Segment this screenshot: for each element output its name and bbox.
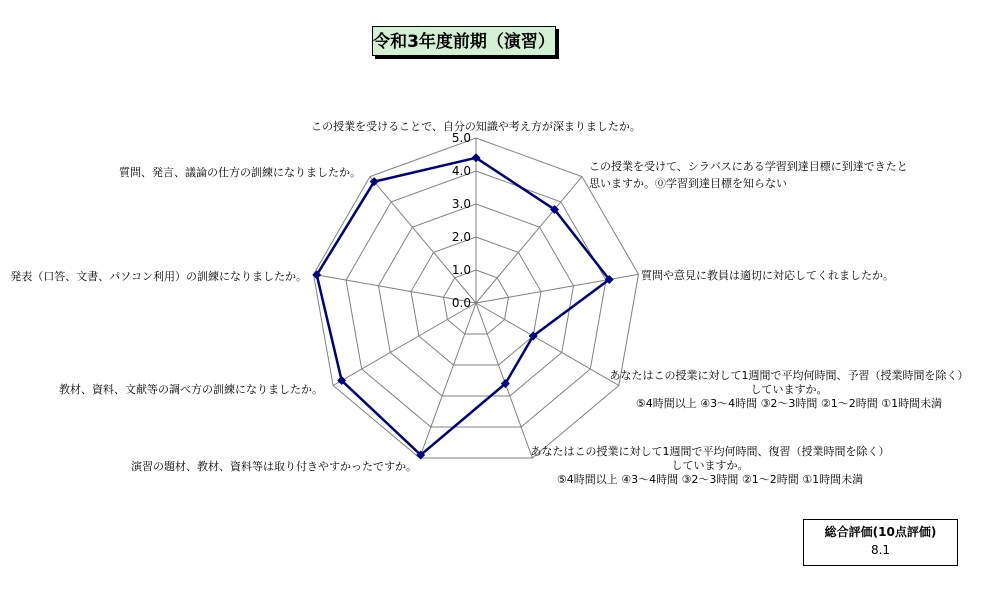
tick-label: 1.0: [451, 263, 471, 277]
tick-label: 4.0: [451, 164, 471, 178]
overall-score-label: 総合評価(10点評価): [824, 525, 937, 539]
chart-title: 令和3年度前期（演習）: [372, 26, 556, 56]
axis-category-label: この授業を受けて、シラバスにある学習到達目標に到達できたと: [589, 160, 908, 173]
axis-spoke: [420, 303, 476, 458]
axis-category-label: していますか。: [750, 383, 828, 396]
axis-category-label: ⑤4時間以上 ④3〜4時間 ③2〜3時間 ②1〜2時間 ①1時間未満: [556, 473, 864, 486]
axis-spoke: [333, 303, 476, 386]
axis-category-label: していますか。: [671, 459, 749, 472]
axis-category-label: あなたはこの授業に対して1週間で平均何時間、予習（授業時間を除く）: [609, 369, 969, 382]
axis-category-label: 演習の題材、教材、資料等は取り付きやすかったですか。: [131, 460, 417, 473]
axis-spoke: [476, 274, 638, 303]
axis-category-label: あなたはこの授業に対して1週間で平均何時間、復習（授業時間を除く）: [530, 445, 890, 458]
axis-category-label: 発表（口答、文書、パソコン利用）の訓練になりましたか。: [10, 270, 307, 283]
axis-category-label: 質問や意見に教員は適切に対応してくれましたか。: [641, 269, 894, 282]
tick-label: 0.0: [451, 296, 471, 310]
axis-category-label: 思いますか。⓪学習到達目標を知らない: [589, 177, 787, 190]
axis-spoke: [476, 303, 619, 386]
axis-category-label: 教材、資料、文献等の調べ方の訓練になりましたか。: [59, 383, 323, 396]
tick-label: 2.0: [451, 230, 471, 244]
overall-score-value: 8.1: [870, 543, 891, 557]
overall-score-box: [803, 519, 958, 566]
tick-label: 3.0: [451, 197, 471, 211]
axis-category-label: ⑤4時間以上 ④3〜4時間 ③2〜3時間 ②1〜2時間 ①1時間未満: [635, 397, 943, 410]
tick-label: 5.0: [451, 131, 471, 145]
axis-category-label: 質問、発言、議論の仕方の訓練になりましたか。: [119, 166, 361, 179]
axis-spoke: [476, 177, 582, 303]
axis-category-label: この授業を受けることで、自分の知識や考え方が深まりましたか。: [311, 120, 641, 133]
